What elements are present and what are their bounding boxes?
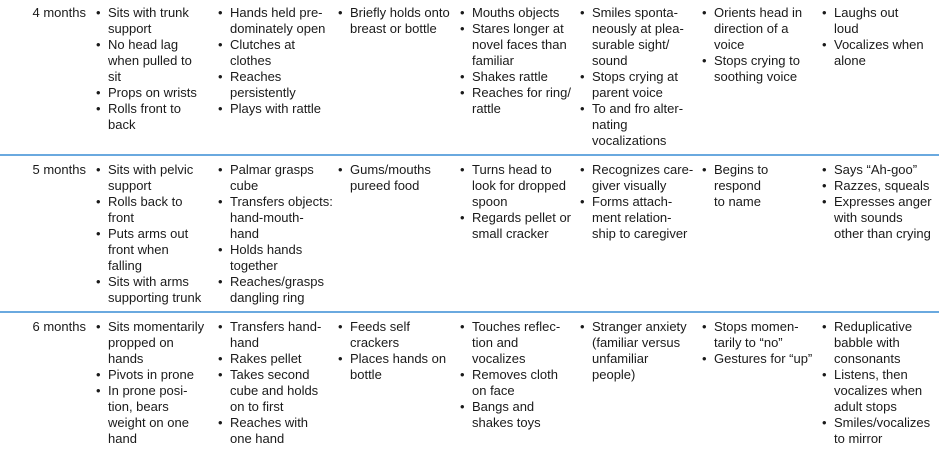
milestone-line: front when bbox=[108, 242, 169, 257]
milestone-item bbox=[218, 274, 336, 306]
milestone-cell bbox=[218, 162, 336, 306]
milestone-line: tion, bears bbox=[108, 399, 169, 414]
milestone-line: • Forms attach- bbox=[592, 194, 673, 209]
milestone-line: propped on bbox=[108, 335, 174, 350]
milestone-line: • Turns head to bbox=[472, 162, 552, 177]
milestone-line: weight on one bbox=[108, 415, 189, 430]
milestone-line: • Stops crying to bbox=[714, 53, 800, 68]
milestone-line: front bbox=[108, 210, 135, 225]
milestone-item bbox=[218, 319, 336, 351]
milestone-line: • Reaches with bbox=[230, 415, 309, 430]
milestone-cell bbox=[702, 5, 815, 85]
milestone-item bbox=[218, 162, 336, 194]
milestone-item bbox=[822, 415, 939, 447]
milestone-line: hand bbox=[230, 226, 259, 241]
milestone-item bbox=[96, 383, 211, 447]
milestone-line: • Gestures for “up” bbox=[714, 351, 813, 366]
milestone-item bbox=[702, 351, 815, 367]
milestone-line: on to first bbox=[230, 399, 284, 414]
milestone-item bbox=[218, 242, 336, 274]
milestone-item bbox=[338, 162, 450, 194]
milestone-line: • Briefly holds onto bbox=[350, 5, 450, 20]
milestone-line: babble with bbox=[834, 335, 900, 350]
milestone-item bbox=[218, 101, 336, 117]
milestone-line: • Holds hands bbox=[230, 242, 303, 257]
milestone-line: • Smiles sponta- bbox=[592, 5, 678, 20]
milestone-line: • Reaches for ring/ bbox=[472, 85, 571, 100]
milestone-cell bbox=[822, 319, 939, 447]
milestone-line: ment relation- bbox=[592, 210, 672, 225]
milestone-line: falling bbox=[108, 258, 142, 273]
milestone-list bbox=[702, 162, 815, 210]
milestone-list bbox=[338, 162, 450, 194]
milestone-line: neously at plea- bbox=[592, 21, 684, 36]
milestone-line: • Vocalizes when bbox=[834, 37, 924, 52]
row-divider bbox=[0, 311, 939, 313]
milestone-line: • Rakes pellet bbox=[230, 351, 302, 366]
milestone-list bbox=[822, 162, 939, 242]
milestone-line: giver visually bbox=[592, 178, 667, 193]
milestone-line: support bbox=[108, 21, 152, 36]
milestone-line: • Sits momentarily bbox=[108, 319, 205, 334]
milestone-item bbox=[338, 5, 450, 37]
milestone-cell bbox=[460, 162, 575, 242]
milestone-item bbox=[822, 178, 939, 194]
milestone-cell bbox=[702, 319, 815, 367]
milestone-list bbox=[822, 319, 939, 447]
milestone-item bbox=[702, 319, 815, 351]
milestone-line: support bbox=[108, 178, 152, 193]
milestone-item bbox=[338, 351, 450, 383]
milestone-list bbox=[338, 5, 450, 37]
milestone-line: • Smiles/vocalizes bbox=[834, 415, 931, 430]
milestone-item bbox=[580, 319, 700, 383]
milestone-item bbox=[96, 274, 211, 306]
milestone-cell bbox=[580, 5, 700, 149]
milestone-line: • No head lag bbox=[108, 37, 179, 52]
milestone-line: unfamiliar bbox=[592, 351, 649, 366]
milestone-item bbox=[218, 5, 336, 37]
milestone-cell bbox=[338, 5, 450, 37]
milestone-line: • Reaches bbox=[230, 69, 282, 84]
milestone-line: shakes toys bbox=[472, 415, 541, 430]
milestone-line: sound bbox=[592, 53, 628, 68]
milestone-line: pureed food bbox=[350, 178, 420, 193]
milestone-line: nating bbox=[592, 117, 628, 132]
milestone-line: to mirror bbox=[834, 431, 883, 446]
milestone-item bbox=[96, 194, 211, 226]
milestone-line: ship to caregiver bbox=[592, 226, 688, 241]
milestone-item bbox=[822, 37, 939, 69]
milestone-cell bbox=[96, 319, 211, 447]
milestone-cell bbox=[96, 162, 211, 306]
milestone-item bbox=[96, 319, 211, 367]
milestone-item bbox=[218, 415, 336, 447]
milestone-item bbox=[96, 226, 211, 274]
milestone-item bbox=[822, 5, 939, 37]
milestone-line: clothes bbox=[230, 53, 272, 68]
milestone-line: • Bangs and bbox=[472, 399, 535, 414]
milestone-item bbox=[96, 37, 211, 85]
milestone-line: cube bbox=[230, 178, 259, 193]
milestone-line: bottle bbox=[350, 367, 382, 382]
milestone-line: alone bbox=[834, 53, 866, 68]
milestone-item bbox=[460, 162, 575, 210]
milestone-item bbox=[460, 319, 575, 367]
milestone-list bbox=[218, 5, 336, 117]
milestone-line: one hand bbox=[230, 431, 285, 446]
milestone-line: vocalizations bbox=[592, 133, 667, 148]
milestone-line: surable sight/ bbox=[592, 37, 670, 52]
milestone-list bbox=[218, 319, 336, 447]
milestone-line: • In prone posi- bbox=[108, 383, 188, 398]
milestone-line: dominately open bbox=[230, 21, 326, 36]
milestone-line: • Expresses anger bbox=[834, 194, 932, 209]
milestone-list bbox=[822, 5, 939, 69]
milestone-item bbox=[580, 5, 700, 69]
milestone-line: • Puts arms out bbox=[108, 226, 189, 241]
milestone-item bbox=[822, 319, 939, 367]
milestone-line: • Shakes rattle bbox=[472, 69, 548, 84]
milestone-item bbox=[580, 69, 700, 101]
milestone-list bbox=[338, 319, 450, 383]
milestone-line: people) bbox=[592, 367, 636, 382]
milestone-line: • Regards pellet or bbox=[472, 210, 571, 225]
milestone-line: crackers bbox=[350, 335, 400, 350]
milestone-list bbox=[96, 162, 211, 306]
milestone-list bbox=[96, 319, 211, 447]
milestone-cell bbox=[580, 319, 700, 383]
milestone-line: • Stops momen- bbox=[714, 319, 799, 334]
milestone-item bbox=[702, 5, 815, 53]
milestone-line: loud bbox=[834, 21, 859, 36]
milestone-line: novel faces than bbox=[472, 37, 567, 52]
milestone-line: • Recognizes care- bbox=[592, 162, 694, 177]
milestone-line: • Says “Ah-goo” bbox=[834, 162, 918, 177]
milestone-line: • Stranger anxiety bbox=[592, 319, 687, 334]
milestone-cell bbox=[96, 5, 211, 133]
milestone-line: hand-mouth- bbox=[230, 210, 304, 225]
milestone-list bbox=[218, 162, 336, 306]
age-label: 4 months bbox=[32, 5, 86, 20]
milestone-line: hands bbox=[108, 351, 144, 366]
milestone-list bbox=[460, 5, 575, 117]
milestone-list bbox=[460, 319, 575, 431]
milestone-line: • Removes cloth bbox=[472, 367, 558, 382]
milestone-line: on face bbox=[472, 383, 515, 398]
milestone-line: • Places hands on bbox=[350, 351, 447, 366]
milestone-line: sit bbox=[108, 69, 121, 84]
milestone-line: adult stops bbox=[834, 399, 897, 414]
milestone-line: tion and bbox=[472, 335, 519, 350]
milestone-line: • Orients head in bbox=[714, 5, 803, 20]
milestone-line: consonants bbox=[834, 351, 901, 366]
milestone-line: breast or bottle bbox=[350, 21, 437, 36]
milestone-line: soothing voice bbox=[714, 69, 798, 84]
milestone-line: when pulled to bbox=[108, 53, 192, 68]
milestone-item bbox=[460, 5, 575, 21]
milestone-item bbox=[580, 162, 700, 194]
milestone-line: • Listens, then bbox=[834, 367, 908, 382]
milestone-list bbox=[580, 162, 700, 242]
milestone-line: hand bbox=[108, 431, 137, 446]
milestone-item bbox=[218, 194, 336, 242]
milestone-item bbox=[580, 101, 700, 149]
milestone-line: • Pivots in prone bbox=[108, 367, 194, 382]
milestone-item bbox=[822, 194, 939, 242]
milestone-cell bbox=[822, 5, 939, 69]
milestone-item bbox=[460, 210, 575, 242]
milestone-line: hand bbox=[230, 335, 259, 350]
milestone-line: • Rolls front to bbox=[108, 101, 181, 116]
age-label: 5 months bbox=[32, 162, 86, 177]
milestone-line: back bbox=[108, 117, 136, 132]
milestone-cell bbox=[218, 5, 336, 117]
milestone-cell bbox=[460, 5, 575, 117]
milestone-line: look for dropped bbox=[472, 178, 566, 193]
milestone-item bbox=[822, 367, 939, 415]
milestone-line: • Stops crying at bbox=[592, 69, 678, 84]
milestone-item bbox=[460, 21, 575, 69]
milestone-line: • Reaches/grasps bbox=[230, 274, 324, 289]
milestone-line: • Touches reflec- bbox=[472, 319, 561, 334]
milestone-line: • Laughs out bbox=[834, 5, 899, 20]
milestone-item bbox=[218, 69, 336, 101]
milestone-item bbox=[702, 53, 815, 85]
milestone-line: • Hands held pre- bbox=[230, 5, 323, 20]
milestone-item bbox=[580, 194, 700, 242]
milestone-list bbox=[580, 5, 700, 149]
milestone-line: • Razzes, squeals bbox=[834, 178, 930, 193]
milestone-item bbox=[96, 162, 211, 194]
milestone-line: • Feeds self bbox=[350, 319, 410, 334]
milestone-line: cube and holds bbox=[230, 383, 319, 398]
milestone-line: to name bbox=[714, 194, 761, 209]
milestone-item bbox=[96, 367, 211, 383]
milestone-cell bbox=[460, 319, 575, 431]
milestone-cell bbox=[822, 162, 939, 242]
milestone-list bbox=[580, 319, 700, 383]
milestone-line: familiar bbox=[472, 53, 514, 68]
milestone-line: parent voice bbox=[592, 85, 663, 100]
milestone-item bbox=[702, 162, 815, 210]
milestone-line: vocalizes when bbox=[834, 383, 923, 398]
milestone-item bbox=[460, 69, 575, 85]
milestone-cell bbox=[702, 162, 815, 210]
milestone-line: vocalizes bbox=[472, 351, 526, 366]
milestone-cell bbox=[338, 162, 450, 194]
milestone-cell bbox=[218, 319, 336, 447]
milestone-line: • Palmar grasps bbox=[230, 162, 314, 177]
milestone-line: rattle bbox=[472, 101, 501, 116]
milestone-item bbox=[96, 5, 211, 37]
milestone-line: • Sits with arms bbox=[108, 274, 189, 289]
milestone-line: • Transfers hand- bbox=[230, 319, 322, 334]
milestone-line: • Sits with trunk bbox=[108, 5, 189, 20]
milestone-cell bbox=[580, 162, 700, 242]
milestone-item bbox=[822, 162, 939, 178]
age-label: 6 months bbox=[32, 319, 86, 334]
milestone-item bbox=[218, 351, 336, 367]
milestone-list bbox=[702, 5, 815, 85]
milestone-item bbox=[96, 85, 211, 101]
milestone-item bbox=[218, 37, 336, 69]
milestone-line: • Plays with rattle bbox=[230, 101, 322, 116]
milestone-item bbox=[218, 367, 336, 415]
milestone-list bbox=[460, 162, 575, 242]
milestone-line: • Begins to respond bbox=[714, 162, 769, 193]
milestone-line: together bbox=[230, 258, 278, 273]
milestone-line: • Mouths objects bbox=[472, 5, 560, 20]
milestone-line: small cracker bbox=[472, 226, 549, 241]
milestone-line: • Gums/mouths bbox=[350, 162, 431, 177]
milestone-item bbox=[460, 367, 575, 399]
milestone-line: (familiar versus bbox=[592, 335, 681, 350]
milestone-line: • Reduplicative bbox=[834, 319, 913, 334]
milestone-line: supporting trunk bbox=[108, 290, 202, 305]
milestone-line: • Rolls back to bbox=[108, 194, 183, 209]
milestone-line: direction of a bbox=[714, 21, 789, 36]
milestone-item bbox=[338, 319, 450, 351]
milestone-line: • To and fro alter- bbox=[592, 101, 684, 116]
milestone-line: tarily to “no” bbox=[714, 335, 783, 350]
milestone-line: • Sits with pelvic bbox=[108, 162, 194, 177]
milestone-line: voice bbox=[714, 37, 745, 52]
milestone-line: persistently bbox=[230, 85, 296, 100]
milestone-line: other than crying bbox=[834, 226, 931, 241]
milestone-line: spoon bbox=[472, 194, 508, 209]
milestone-line: with sounds bbox=[834, 210, 903, 225]
milestone-item bbox=[460, 399, 575, 431]
milestone-line: • Takes second bbox=[230, 367, 310, 382]
row-divider bbox=[0, 154, 939, 156]
milestone-line: dangling ring bbox=[230, 290, 305, 305]
milestone-line: • Transfers objects: bbox=[230, 194, 333, 209]
milestone-line: • Props on wrists bbox=[108, 85, 197, 100]
milestone-cell bbox=[338, 319, 450, 383]
milestone-list bbox=[702, 319, 815, 367]
milestone-list bbox=[96, 5, 211, 133]
milestone-item bbox=[460, 85, 575, 117]
milestone-item bbox=[96, 101, 211, 133]
milestone-line: • Stares longer at bbox=[472, 21, 564, 36]
milestone-line: • Clutches at bbox=[230, 37, 296, 52]
